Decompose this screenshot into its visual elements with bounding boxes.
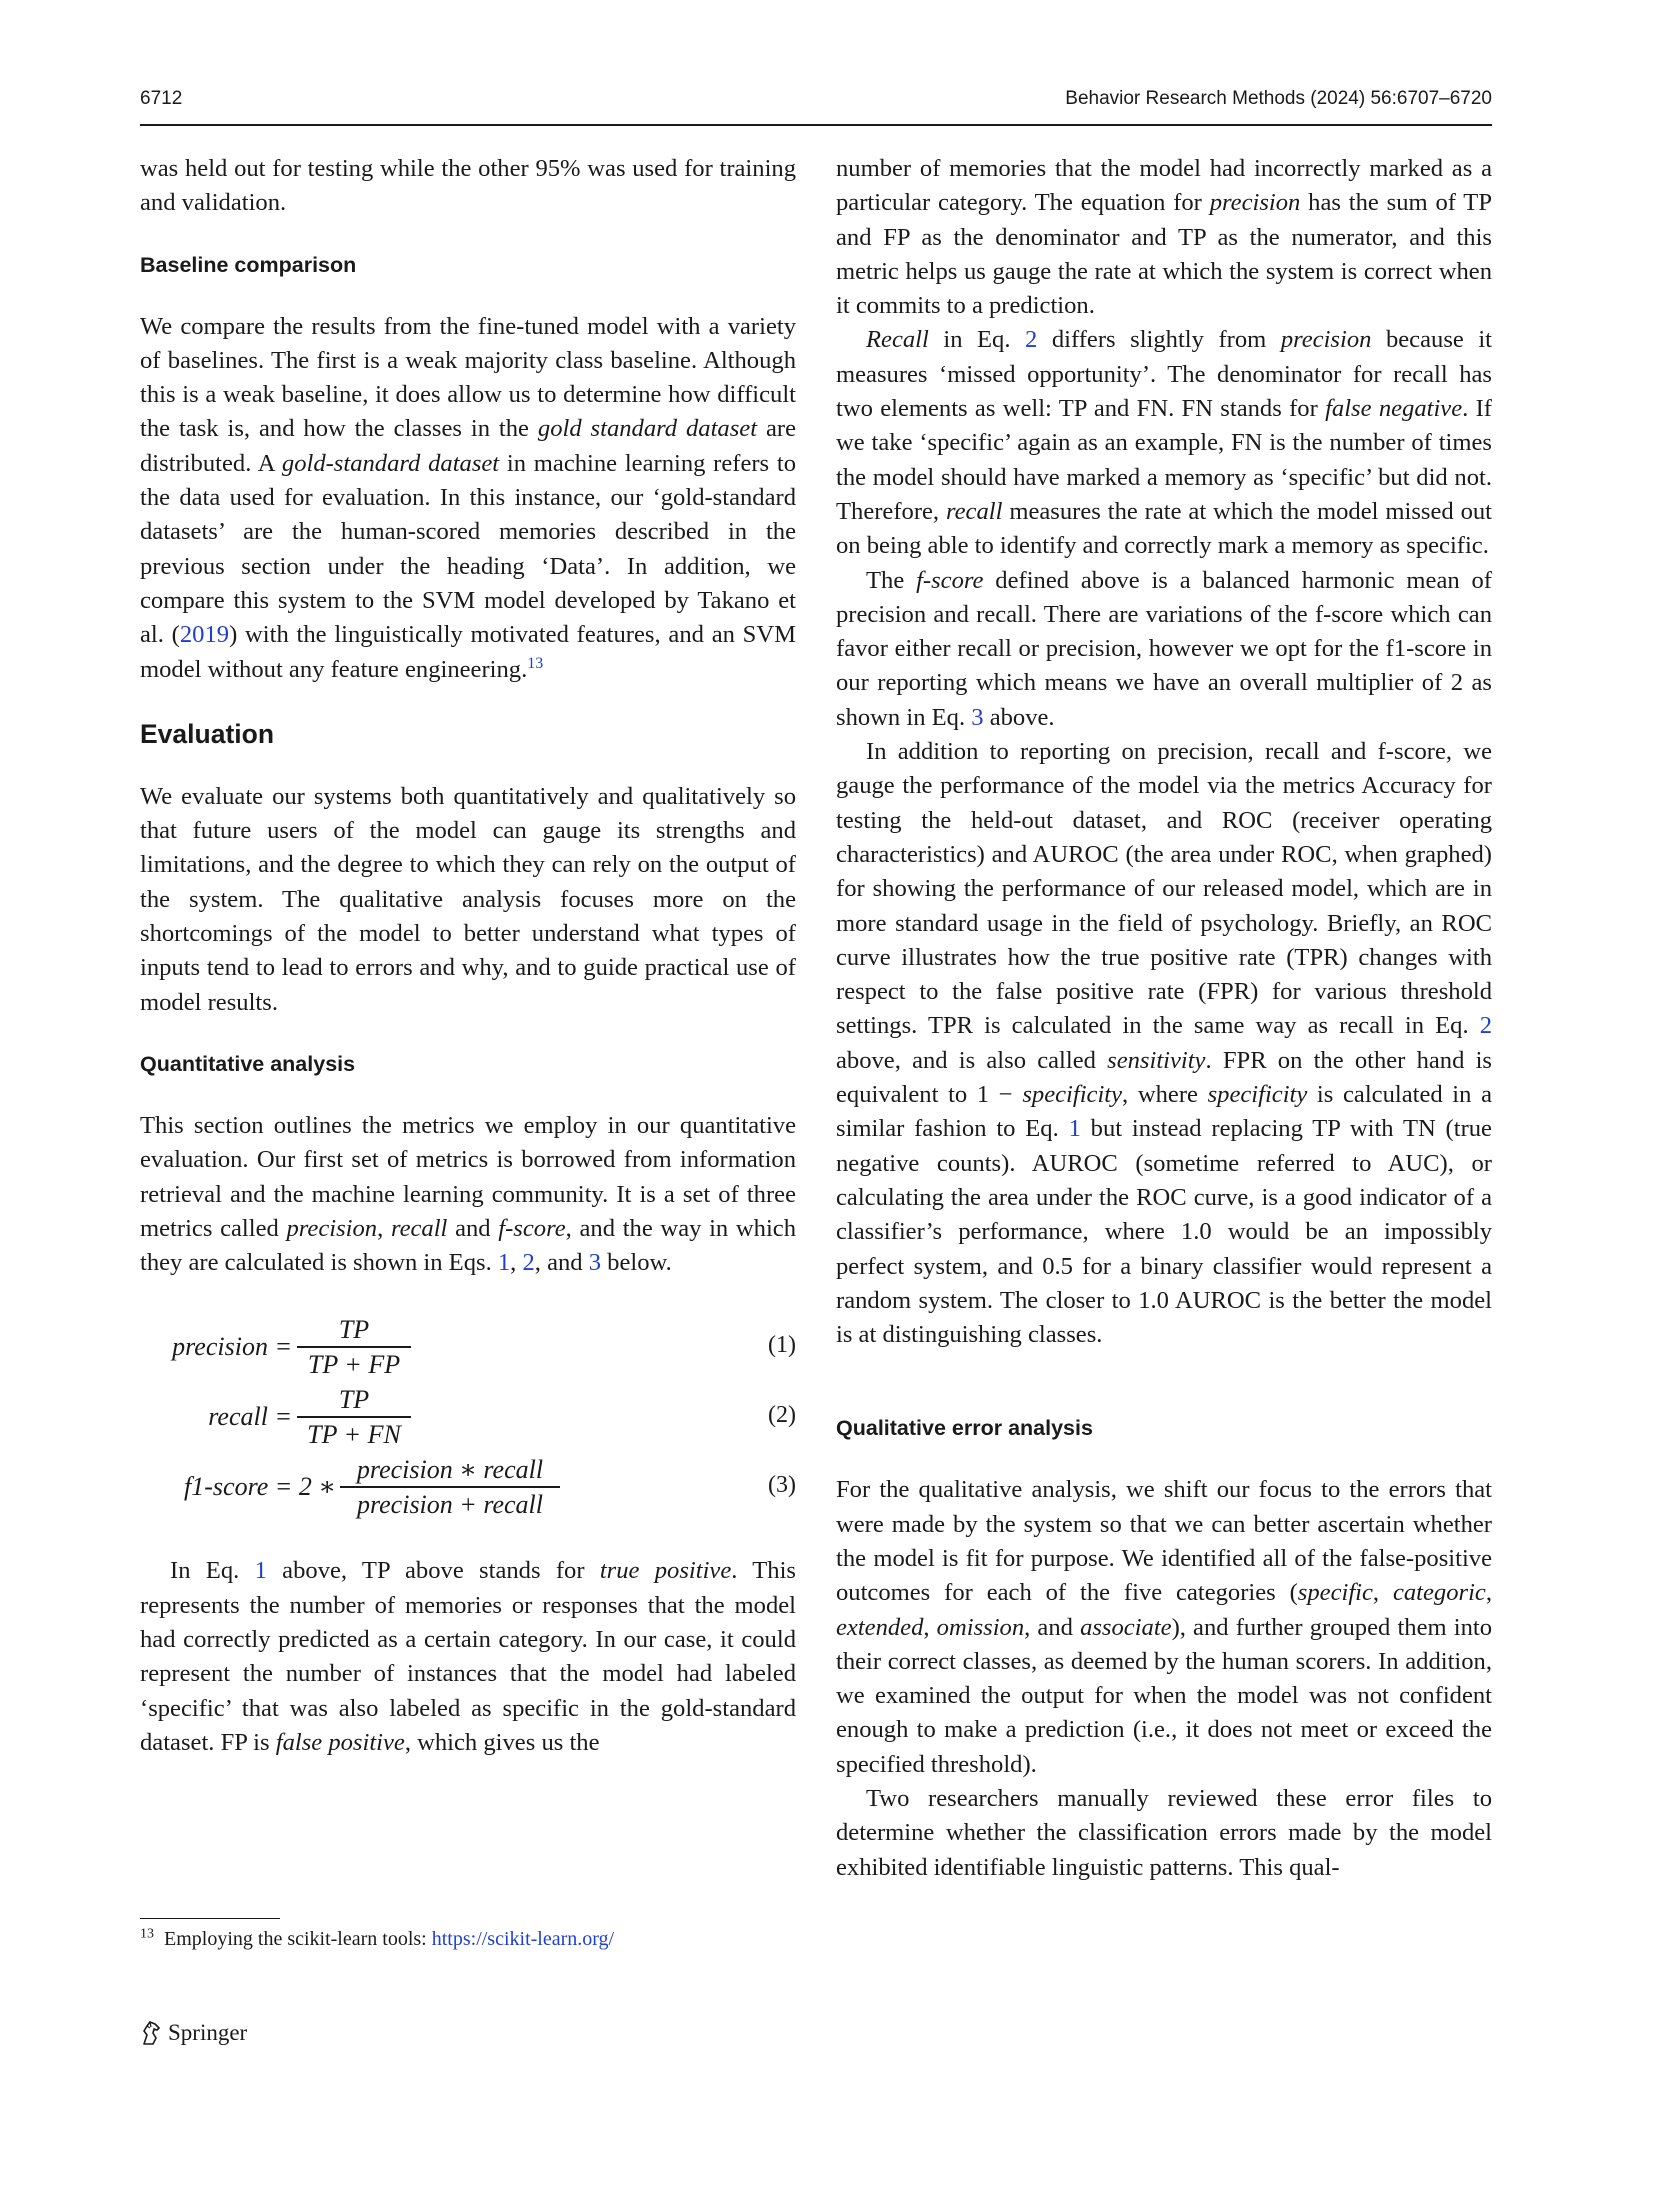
quantitative-paragraph: This section outlines the metrics we employ in our quantitative evaluation. Our first set of metrics is borrowed from information retrieval and the machine learning community. It is a set of three metrics called precision, recall and f-score, and the way in which they are calculated is shown in Eqs. 1, 2, and 3 below. bbox=[140, 1111, 797, 1277]
equation-recall: recall = TP TP + FN (2) bbox=[208, 1385, 796, 1450]
heading-baseline-comparison: Baseline comparison bbox=[140, 252, 357, 277]
baseline-paragraph: We compare the results from the fine-tuned model with a variety of baselines. The first is a weak majority class baseline. Although this is a weak baseline, it does allow us to determine how difficult the task is, and how the classes in the gold standard dataset are distributed. A gold-standard dataset in machine learning refers to the data used for evaluation. In this instance, our ‘gold-standard datasets’ are the human-scored memories described in the previous section under the heading ‘Data’. In addition, we compare this system to the SVM model developed by Takano et al. (2019) with the linguistically motivated features, and an SVM model without any feature engineering.$^{13}$ bbox=[140, 312, 797, 683]
equation-precision: precision = TP TP + FP (1) bbox=[172, 1315, 796, 1380]
heading-qualitative-error-analysis: Qualitative error analysis bbox=[836, 1416, 1093, 1441]
springer-wordmark: Springer bbox=[168, 2020, 248, 2045]
recall-paragraph: Recall in Eq. 2 differs slightly from precision because it measures ‘missed opportunity’. The denominator for recall has two elements as well: TP and FN. FN stands for false negative. If we take ‘specific’ again as an example, FN is the number of times the model should have marked a memory as ‘specific’ but did not. Therefore, recall measures the rate at which the model missed out on being able to identify and correctly mark a memory as specific. bbox=[836, 326, 1493, 560]
equation-number-2: (2) bbox=[768, 1402, 796, 1429]
citation-link-takano[interactable]: 2019 bbox=[179, 621, 230, 649]
review-paragraph: Two researchers manually reviewed these error files to determine whether the classification errors made by the model exhibited identifiable linguistic patterns. This qual- bbox=[836, 1785, 1492, 1881]
footnote-13: $^{13}$ Employing the scikit-learn tools: https://scikit-learn.org/ bbox=[140, 1926, 615, 1950]
precision-paragraph: number of memories that the model had incorrectly marked as a particular category. The equation for precision has the sum of TP and FP as the denominator and TP as the numerator, and this metric helps us gauge the rate at which the system is correct when it commits to a prediction. bbox=[836, 155, 1493, 320]
springer-footer bbox=[140, 2020, 247, 2046]
continued-paragraph: was held out for testing while the other 95% was used for training and validation. bbox=[140, 155, 796, 217]
journal-citation: Behavior Research Methods (2024) 56:6707–6720 bbox=[1065, 88, 1492, 109]
equations-block bbox=[140, 1314, 796, 1524]
eq-ref-3b[interactable]: 3 bbox=[971, 703, 984, 731]
eq-ref-1b[interactable]: 1 bbox=[254, 1557, 267, 1585]
equation-number-1: (1) bbox=[768, 1332, 796, 1359]
footnote-ref-13[interactable]: 13 bbox=[527, 654, 544, 672]
roc-paragraph: In addition to reporting on precision, recall and f-score, we gauge the performance of the model via the metrics Accuracy for testing the held-out dataset, and ROC (receiver operating characteristics) and AUROC (the area under ROC, when graphed) for showing the performance of our released model, which are in more standard usage in the field of psychology. Briefly, an ROC curve illustrates how the true positive rate (TPR) changes with respect to the false positive rate (FPR) for various threshold settings. TPR is calculated in the same way as recall in Eq. 2 above, and is also called sensitivity. FPR on the other hand is equivalent to 1 − specificity, where specificity is calculated in a similar fashion to Eq. 1 but instead replacing TP with TN (true negative counts). AUROC (sometime referred to AUC), or calculating the area under the ROC curve, is a good indicator of a classifier’s performance, where 1.0 would be an impossibly perfect system, and 0.5 for a binary classifier would represent a random system. The closer to 1.0 AUROC is the better the model is at distinguishing classes. bbox=[836, 738, 1493, 1349]
eq-ref-1[interactable]: 1 bbox=[497, 1249, 511, 1277]
springer-horse-icon bbox=[140, 2020, 162, 2046]
eq-ref-2b[interactable]: 2 bbox=[1025, 326, 1038, 354]
equation-number-3: (3) bbox=[768, 1472, 796, 1499]
eq-ref-2[interactable]: 2 bbox=[522, 1249, 535, 1277]
heading-evaluation: Evaluation bbox=[140, 718, 275, 749]
fscore-paragraph: The f-score defined above is a balanced harmonic mean of precision and recall. There are variations of the f-score which can favor either recall or precision, however we opt for the f1-score in our reporting which means we have an overall multiplier of 2 as shown in Eq. 3 above. bbox=[836, 566, 1492, 731]
right-column bbox=[836, 152, 1492, 1885]
evaluation-paragraph: We evaluate our systems both quantitatively and qualitatively so that future users of the model can gauge its strengths and limitations, and the degree to which they can rely on the output of the system. The qualitative analysis focuses more on the shortcomings of the model to better understand what types of inputs tend to lead to errors and why, and to guide practical use of model results. bbox=[140, 782, 796, 1016]
equation-explanation-paragraph: In Eq. 1 above, TP above stands for true positive. This represents the number of memories or responses that the model had correctly predicted as a certain category. In our case, it could represent the number of instances that the model had labeled ‘specific’ that was also labeled as specific in the gold-standard dataset. FP is false positive, which gives us the bbox=[140, 1557, 796, 1756]
left-column bbox=[140, 152, 796, 1760]
running-header bbox=[140, 88, 1492, 110]
eq-ref-2c[interactable]: 2 bbox=[1479, 1012, 1492, 1040]
equation-f1-score: f1-score = 2 ∗ precision ∗ recall precision + recall (3) bbox=[184, 1455, 796, 1520]
eq-ref-3[interactable]: 3 bbox=[588, 1249, 602, 1277]
qualitative-paragraph: For the qualitative analysis, we shift our focus to the errors that were made by the system so that we can better ascertain whether the model is fit for purpose. We identified all of the false-positive outcomes for each of the five categories (specific, categoric, extended, omission, and associate), and further grouped them into their correct classes, as deemed by the human scorers. In addition, we examined the output for when the model was not confident enough to make a prediction (i.e., it does not meet or exceed the specified threshold). bbox=[836, 1476, 1493, 1778]
eq-ref-1c[interactable]: 1 bbox=[1068, 1115, 1081, 1143]
footnote-rule bbox=[140, 1918, 280, 1919]
header-rule bbox=[140, 124, 1492, 126]
scikit-learn-link[interactable]: https://scikit-learn.org/ bbox=[431, 1928, 615, 1950]
page-number: 6712 bbox=[140, 88, 183, 109]
heading-quantitative-analysis: Quantitative analysis bbox=[140, 1051, 356, 1076]
